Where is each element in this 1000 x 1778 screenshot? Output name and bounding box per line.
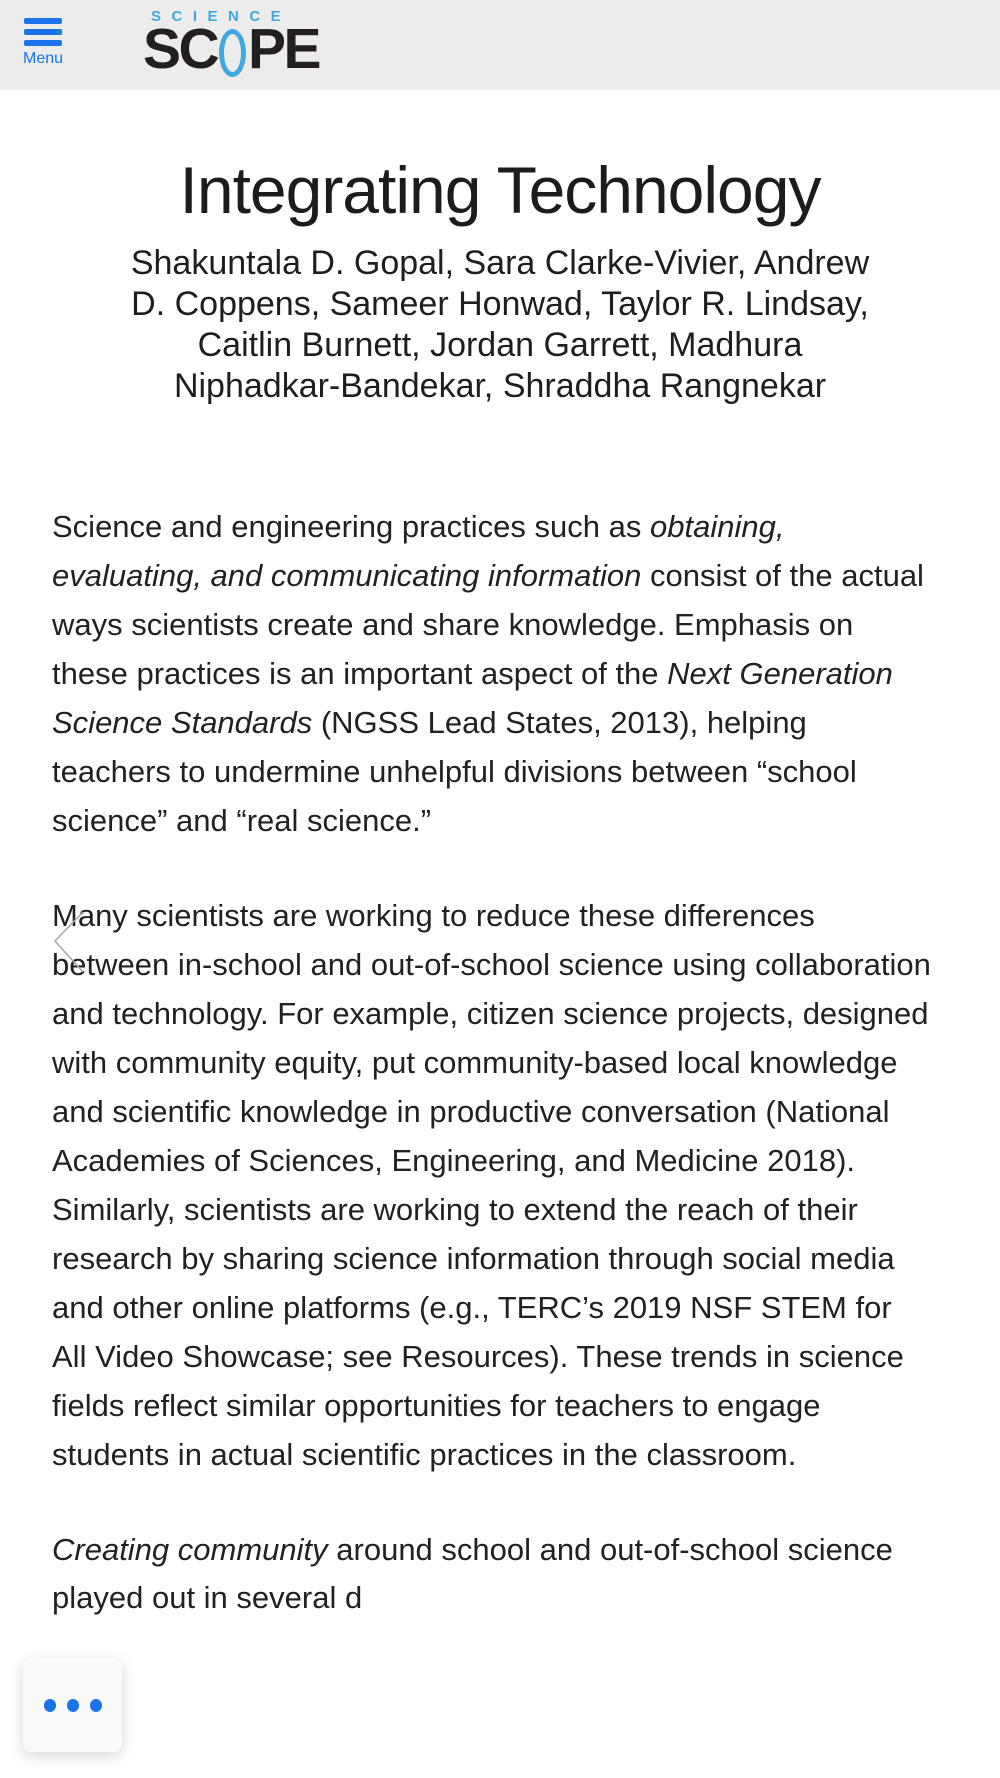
- logo-scope-sc: SC: [143, 17, 218, 81]
- carousel-prev-button[interactable]: [53, 910, 85, 974]
- menu-button[interactable]: [12, 18, 74, 67]
- logo-o-circle-icon: [219, 29, 246, 77]
- logo-word-scope: [143, 17, 319, 81]
- ellipsis-dot-icon: [44, 1699, 56, 1712]
- article-paragraph: Science and engineering practices such as obtaining, evaluating, and communicating information consist of the actual ways scientists create and share knowledge. Emphasis on these practices is an important aspect of the Next Generation Science Standards (NGSS Lead States, 2013), helping teachers to undermine unhelpful divisions between “school science” and “real science.”: [52, 509, 924, 838]
- top-bar: [0, 0, 1000, 90]
- article-paragraph: Creating community around school and out-of-school science played out in several d: [52, 1531, 893, 1616]
- more-actions-button[interactable]: [23, 1658, 122, 1752]
- article: [0, 154, 1000, 1623]
- menu-label: Menu: [22, 50, 64, 67]
- article-authors: Shakuntala D. Gopal, Sara Clarke-Vivier, Andrew D. Coppens, Sameer Honwad, Taylor R. Lindsay, Caitlin Burnett, Jordan Garrett, Madhura Niphadkar-Bandekar, Shraddha Rangnekar: [130, 243, 870, 405]
- ellipsis-dot-icon: [67, 1699, 79, 1712]
- article-paragraph: Many scientists are working to reduce these differences between in-school and out-of-school science using collaboration and technology. For example, citizen science projects, designed with community equity, put community-based local knowledge and scientific knowledge in productive conversation (National Academies of Sciences, Engineering, and Medicine 2018). Similarly, scientists are working to extend the reach of their research by sharing science information through social media and other online platforms (e.g., TERC’s 2019 NSF STEM for All Video Showcase; see Resources). These trends in science fields reflect similar opportunities for teachers to engage students in actual scientific practices in the classroom.: [52, 897, 931, 1472]
- logo-scope-pe: PE: [247, 17, 319, 81]
- chevron-left-icon: [55, 912, 83, 972]
- logo-word-science: SCIENCE: [151, 8, 292, 25]
- ellipsis-dot-icon: [90, 1699, 102, 1712]
- hamburger-icon: [24, 18, 62, 46]
- page-title: Integrating Technology: [179, 153, 821, 227]
- article-body: [52, 503, 932, 1623]
- science-scope-logo[interactable]: [143, 8, 319, 81]
